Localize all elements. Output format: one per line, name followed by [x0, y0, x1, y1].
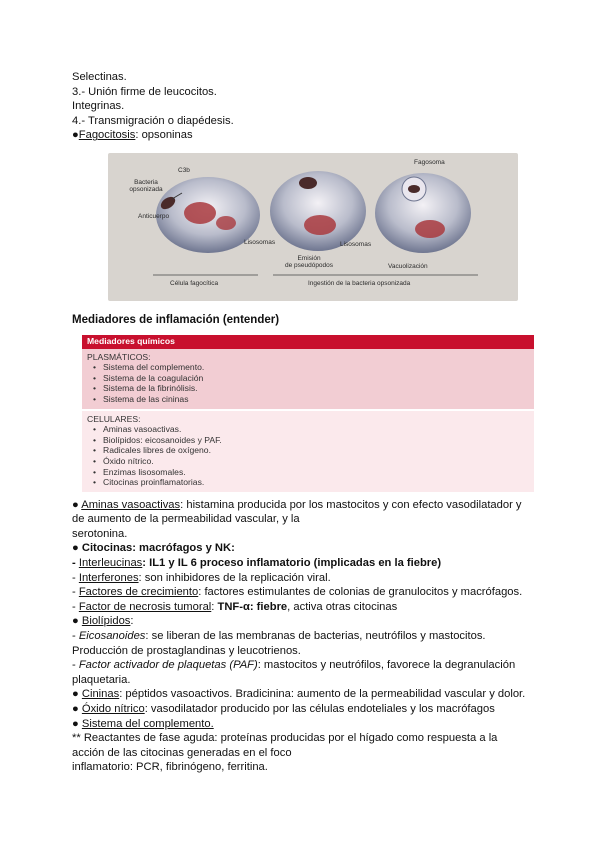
nucleus-2 — [304, 215, 336, 235]
dash: - — [72, 630, 79, 643]
plasmaticos-list — [87, 362, 529, 404]
cininas-line — [72, 687, 532, 702]
interleucinas-term: Interleucinas — [78, 557, 143, 570]
tnf-bold: TNF-α: fiebre — [217, 600, 288, 613]
engulfed-bacterium — [299, 177, 317, 189]
interleucinas-line — [72, 556, 532, 571]
label-bacteria: Bacteria opsonizada — [129, 178, 163, 194]
interleucinas-rest: : IL1 y IL 6 proceso inflamatorio (implicadas en la fiebre) — [142, 557, 442, 570]
fagocitosis-line — [72, 128, 532, 143]
list-item: • Citocinas proinflamatorias. — [103, 477, 529, 488]
mediators-table — [82, 335, 534, 492]
phagosome-bacterium — [408, 185, 420, 193]
eicosanoides-line — [72, 629, 532, 644]
label-celula-fagocitica: Célula fagocítica — [170, 279, 219, 287]
text-line: Integrinas. — [72, 100, 125, 113]
label-emision: Emisión de pseudópodos — [284, 254, 334, 270]
reactantes-line: ** Reactantes de fase aguda: proteínas producidas por el hígado como respuesta a la acción de las citocinas generadas en el foco — [72, 732, 498, 759]
oxido-term: Óxido nítrico — [81, 703, 145, 715]
interferones-rest: : son inhibidores de la replicación viral. — [138, 571, 331, 584]
sistema-term: Sistema del complemento. — [81, 717, 214, 730]
serotonina-line: serotonina. — [72, 527, 128, 540]
body-text — [72, 498, 532, 775]
phagocytosis-illustration — [108, 153, 518, 301]
paf-line — [72, 658, 532, 687]
biolipidos-term: Biolípidos — [81, 615, 131, 628]
bullet: ● — [72, 615, 82, 628]
tnf-line — [72, 600, 532, 615]
plasmaticos-section — [82, 349, 534, 409]
fagocitosis-term: Fagocitosis — [78, 129, 136, 142]
celulares-list — [87, 424, 529, 488]
aminas-term: Aminas vasoactivas — [81, 498, 181, 511]
bullet: ● — [72, 129, 79, 142]
list-item: • Óxido nítrico. — [103, 456, 529, 467]
oxido-line — [72, 702, 532, 717]
label-fagosoma: Fagosoma — [414, 158, 445, 166]
bullet: ● — [72, 688, 82, 701]
document-page — [72, 70, 532, 775]
produccion-line: Producción de prostaglandinas y leucotrienos. — [72, 644, 301, 657]
nucleus-1b — [216, 216, 236, 230]
biolipidos-rest: : — [130, 615, 134, 628]
label-lisosomas-2: Lisosomas — [340, 240, 372, 248]
list-item: • Enzimas lisosomales. — [103, 467, 529, 478]
celulares-section — [82, 411, 534, 492]
cininas-term: Cininas — [81, 688, 120, 701]
aminas-line — [72, 498, 532, 527]
cininas-rest: : péptidos vasoactivos. Bradicinina: aumento de la permeabilidad vascular y dolor. — [119, 688, 526, 701]
bullet: ● — [72, 717, 82, 730]
table-title: Mediadores químicos — [82, 335, 534, 349]
text-line: 3.- Unión firme de leucocitos. — [72, 85, 217, 98]
text-line: Selectinas. — [72, 71, 127, 83]
paf-rest: : mastocitos y neutrófilos, favorece la degranulación plaquetaria. — [72, 659, 516, 686]
interferones-line — [72, 571, 532, 586]
nucleus-3 — [415, 220, 445, 238]
aminas-rest: : histamina producida por los mastocitos y con efecto vasodilatador y de aumento de la permeabilidad vascular, y la — [72, 498, 522, 526]
citocinas-line: ● Citocinas: macrófagos y NK: — [72, 542, 235, 555]
colon: : — [211, 600, 218, 613]
bullet: ● — [72, 498, 82, 511]
label-ingestion: Ingestión de la bacteria opsonizada — [308, 279, 411, 287]
paf-term: Factor activador de plaquetas (PAF) — [78, 659, 258, 672]
bullet: ● — [72, 703, 82, 715]
fagocitosis-rest: : opsoninas — [135, 129, 193, 142]
label-lisosomas-1: Lisosomas — [244, 238, 276, 246]
biolipidos-line — [72, 614, 532, 629]
eicosanoides-rest: : se liberan de las membranas de bacterias, neutrófilos y mastocitos. — [145, 630, 486, 643]
dash: - — [72, 571, 79, 584]
list-item: • Radicales libres de oxígeno. — [103, 445, 529, 456]
dash: - — [72, 557, 79, 570]
text-line: 4.- Transmigración o diapédesis. — [72, 114, 234, 127]
dash: - — [72, 586, 79, 599]
phagocytosis-figure — [108, 153, 518, 301]
celulares-title: CELULARES: — [87, 413, 141, 424]
nucleus-1 — [184, 202, 216, 224]
phagocyte-cell-2 — [270, 171, 366, 251]
tnf-term: Factor de necrosis tumoral — [78, 600, 212, 613]
list-item: • Sistema de las cininas — [103, 394, 529, 405]
label-vacuolizacion: Vacuolización — [388, 262, 428, 270]
list-item: • Aminas vasoactivas. — [103, 424, 529, 435]
tnf-rest: , activa otras citocinas — [287, 600, 398, 613]
factores-rest: : factores estimulantes de colonias de granulocitos y macrófagos. — [198, 586, 523, 599]
list-item: • Sistema del complemento. — [103, 362, 529, 373]
list-item: • Biolípidos: eicosanoides y PAF. — [103, 435, 529, 446]
label-c3b: C3b — [178, 166, 190, 174]
inflamatorio-line: inflamatorio: PCR, fibrinógeno, ferritina. — [72, 761, 268, 774]
factores-term: Factores de crecimiento — [78, 586, 199, 599]
oxido-rest: : vasodilatador producido por las células endoteliales y los macrófagos — [144, 703, 495, 715]
eicosanoides-term: Eicosanoides — [78, 630, 146, 643]
interferones-term: Interferones — [78, 571, 139, 584]
list-item: • Sistema de la fibrinólisis. — [103, 383, 529, 394]
section-heading: Mediadores de inflamación (entender) — [72, 313, 280, 326]
dash: - — [72, 659, 79, 672]
factores-line — [72, 585, 532, 600]
dash: - — [72, 600, 79, 613]
plasmaticos-title: PLASMÁTICOS: — [87, 351, 151, 362]
sistema-line — [72, 717, 532, 732]
label-anticuerpo: Anticuerpo — [138, 212, 170, 220]
list-item: • Sistema de la coagulación — [103, 373, 529, 384]
